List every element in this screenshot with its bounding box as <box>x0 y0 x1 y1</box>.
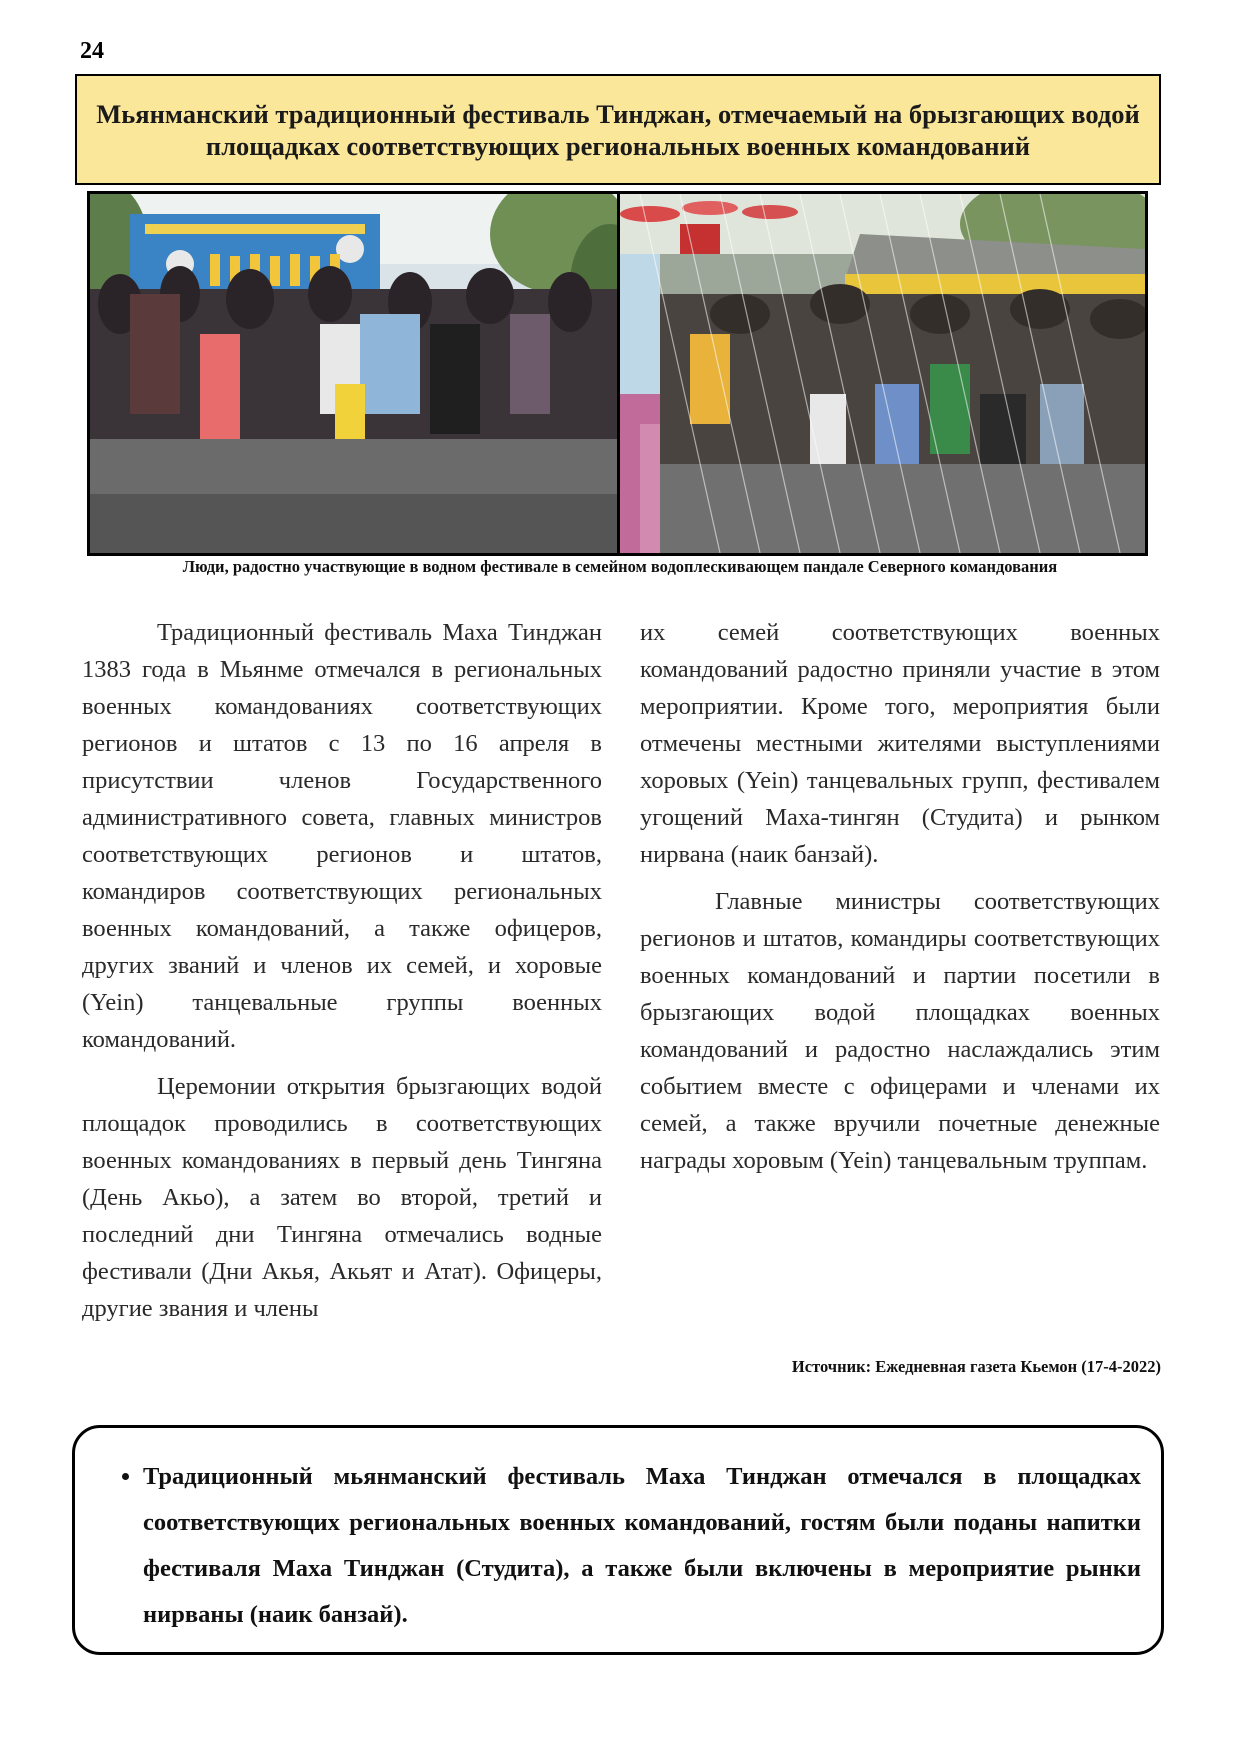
water-splash-image <box>620 194 1145 553</box>
article-paragraph: Главные министры соответствующих регионов и штатов, командиры соответствующих военных командований и партии посетили в брызгающих водой площадках военных командований и радостно наслаждались этим событием вместе с офицерами и членами их семей, а также вручили почетные денежные награды хоровым (Yein) танцевальным труппам. <box>640 888 1160 1174</box>
article-title-text: Мьянманский традиционный фестиваль Тинджан, отмечаемый на брызгающих водой площадках соответствующих региональных военных командований <box>96 98 1140 161</box>
summary-bullet: • Традиционный мьянманский фестиваль Маха Тинджан отмечался в площадках соответствующих региональных военных командований, гостям были поданы напитки фестиваля Маха Тинджан (Студита), а также были включены в мероприятие рынки нирваны (наик банзай). <box>143 1454 1141 1638</box>
festival-stage-photo <box>90 194 617 553</box>
summary-list <box>133 1454 1141 1638</box>
photo-strip <box>87 191 1148 556</box>
article-paragraph: их семей соответствующих военных командований радостно приняли участие в этом мероприятии. Кроме того, мероприятия были отмечены местными жителями выступлениями хоровых (Yein) танцевальных групп, фестивалем угощений Маха-тингян (Студита) и рынком нирвана (наик банзай). <box>640 619 1160 868</box>
summary-box <box>72 1425 1164 1655</box>
article-paragraph: Церемонии открытия брызгающих водой площадок проводились в соответствующих военных командованиях в первый день Тингяна (День Акьо), а затем во второй, третий и последний дни Тингяна отмечались водные фестивали (Дни Акья, Акьят и Атат). Офицеры, другие звания и члены <box>82 1073 602 1322</box>
page-number: 24 <box>80 38 104 64</box>
water-splash-photo <box>620 194 1145 553</box>
article-column-left <box>82 614 602 1327</box>
source-note: Источник: Ежедневная газета Кьемон (17-4-2022) <box>791 1357 1161 1376</box>
article-column-right <box>640 614 1160 1179</box>
article-paragraph: Традиционный фестиваль Маха Тинджан 1383 года в Мьянме отмечался в региональных военных командованиях соответствующих регионов и штатов с 13 по 16 апреля в присутствии членов Государственного административного совета, главных министров соответствующих регионов и штатов, командиров соответствующих региональных военных командований, а также офицеров, других званий и членов их семей, и хоровые (Yein) танцевальные группы военных командований. <box>82 619 602 1053</box>
photo-caption: Люди, радостно участвующие в водном фестивале в семейном водоплескивающем пандале Северного командования <box>182 557 1058 576</box>
article-title <box>75 74 1161 185</box>
festival-stage-image <box>90 194 617 553</box>
